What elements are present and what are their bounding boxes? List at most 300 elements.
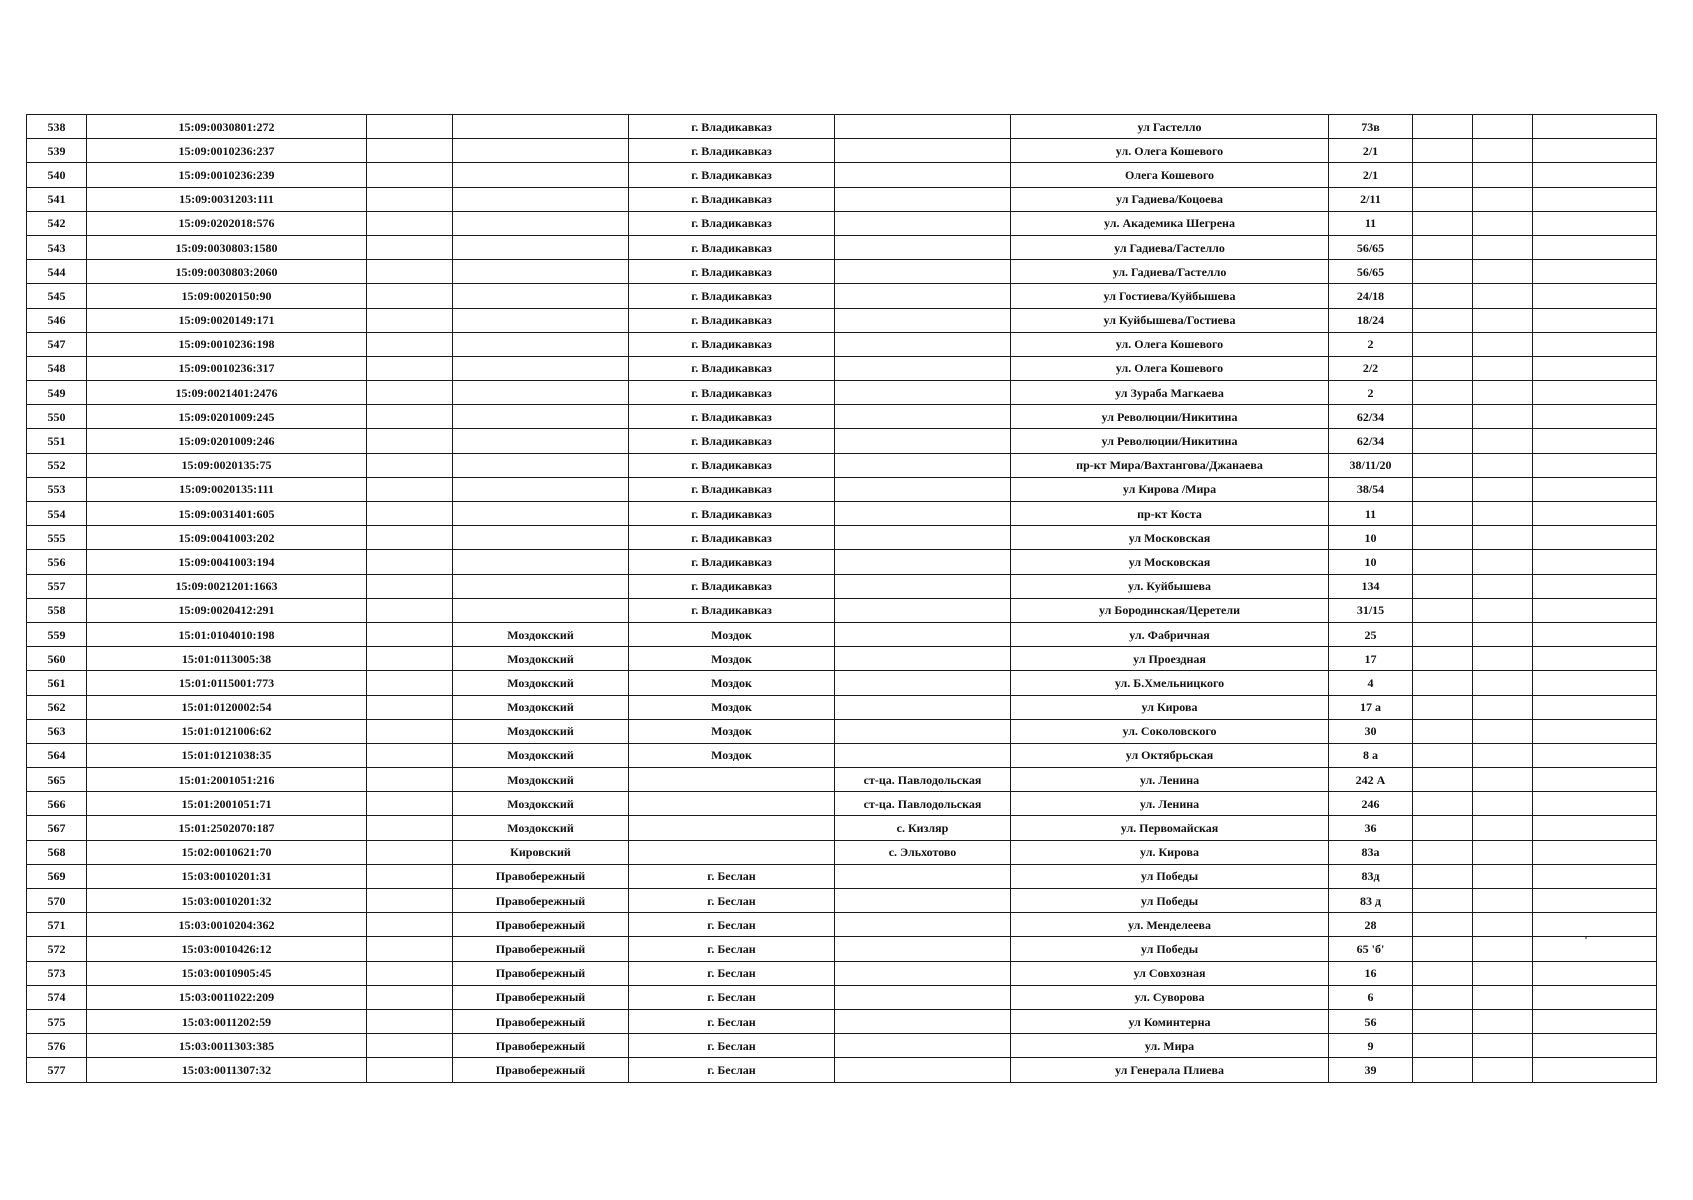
cell-extra-3 [1533,429,1657,453]
cell-number: 570 [27,889,87,913]
cell-extra-3 [1533,671,1657,695]
cell-district: Правобережный [453,937,629,961]
cell-extra-1 [1413,743,1473,767]
cell-number: 555 [27,526,87,550]
cell-cadastral-number: 15:03:0011307:32 [87,1058,367,1082]
cell-cadastral-number: 15:03:0011202:59 [87,1009,367,1033]
cell-street: ул. Олега Кошевого [1011,356,1329,380]
cell-extra-2 [1473,115,1533,139]
cell-cadastral-number: 15:03:0011303:385 [87,1034,367,1058]
cell-number: 567 [27,816,87,840]
cell-number: 540 [27,163,87,187]
cell-street: ул Революции/Никитина [1011,405,1329,429]
cell-street: ул Московская [1011,550,1329,574]
cell-house: 24/18 [1329,284,1413,308]
cell-district: Моздокский [453,622,629,646]
cell-cadastral-number: 15:01:0115001:773 [87,671,367,695]
cell-street: ул. Фабричная [1011,622,1329,646]
cell-extra-2 [1473,260,1533,284]
cell-settlement: ст-ца. Павлодольская [835,768,1011,792]
cell-city: г. Владикавказ [629,453,835,477]
cell-extra-1 [1413,719,1473,743]
cell-cadastral-number: 15:09:0030803:1580 [87,235,367,259]
table-row [27,743,1657,767]
cell-settlement [835,743,1011,767]
cell-extra-1 [1413,453,1473,477]
cell-blank [367,115,453,139]
cell-cadastral-number: 15:03:0010426:12 [87,937,367,961]
table-row [27,768,1657,792]
cell-cadastral-number: 15:01:0121006:62 [87,719,367,743]
table-row [27,598,1657,622]
cell-extra-3 [1533,260,1657,284]
cell-cadastral-number: 15:09:0010236:198 [87,332,367,356]
cell-extra-2 [1473,719,1533,743]
cell-settlement [835,647,1011,671]
table-row [27,550,1657,574]
cell-house: 2/1 [1329,139,1413,163]
cell-extra-1 [1413,647,1473,671]
cell-extra-1 [1413,889,1473,913]
cell-street: ул Генерала Плиева [1011,1058,1329,1082]
table-row [27,961,1657,985]
cell-settlement [835,961,1011,985]
cell-cadastral-number: 15:01:0104010:198 [87,622,367,646]
cell-extra-3 [1533,356,1657,380]
cell-number: 576 [27,1034,87,1058]
cell-house: 134 [1329,574,1413,598]
cell-street: ул Победы [1011,889,1329,913]
cell-blank [367,913,453,937]
cell-street: ул. Ленина [1011,792,1329,816]
cell-extra-1 [1413,695,1473,719]
cell-street: ул. Ленина [1011,768,1329,792]
cell-extra-2 [1473,235,1533,259]
cell-city: г. Беслан [629,864,835,888]
cell-settlement [835,381,1011,405]
cell-cadastral-number: 15:09:0021201:1663 [87,574,367,598]
cell-settlement [835,187,1011,211]
cell-cadastral-number: 15:09:0021401:2476 [87,381,367,405]
cell-house: 73в [1329,115,1413,139]
cell-city: Моздок [629,695,835,719]
cell-extra-2 [1473,840,1533,864]
cell-settlement [835,574,1011,598]
cell-extra-2 [1473,768,1533,792]
cell-street: ул Октябрьская [1011,743,1329,767]
cell-blank [367,816,453,840]
cell-blank [367,211,453,235]
cell-cadastral-number: 15:09:0020412:291 [87,598,367,622]
cell-blank [367,671,453,695]
cell-street: ул. Первомайская [1011,816,1329,840]
cell-street: ул. Кирова [1011,840,1329,864]
cell-extra-2 [1473,163,1533,187]
cell-district [453,356,629,380]
cell-settlement: с. Кизляр [835,816,1011,840]
cell-extra-1 [1413,284,1473,308]
cell-cadastral-number: 15:01:2001051:71 [87,792,367,816]
cell-extra-1 [1413,332,1473,356]
cell-blank [367,308,453,332]
cell-house: 8 а [1329,743,1413,767]
cell-extra-2 [1473,889,1533,913]
cell-city: г. Владикавказ [629,526,835,550]
cell-city: г. Беслан [629,985,835,1009]
cell-cadastral-number: 15:09:0041003:202 [87,526,367,550]
cell-extra-3 [1533,985,1657,1009]
cell-blank [367,985,453,1009]
cell-city: г. Владикавказ [629,477,835,501]
cell-city: г. Владикавказ [629,235,835,259]
cell-district [453,574,629,598]
cell-extra-1 [1413,308,1473,332]
cell-blank [367,1034,453,1058]
cell-extra-2 [1473,502,1533,526]
cell-district: Моздокский [453,695,629,719]
cell-district [453,405,629,429]
cell-blank [367,622,453,646]
cell-settlement [835,985,1011,1009]
cell-street: ул. Куйбышева [1011,574,1329,598]
cell-blank [367,840,453,864]
cell-blank [367,502,453,526]
cell-extra-3 [1533,211,1657,235]
table-row [27,429,1657,453]
cell-extra-2 [1473,671,1533,695]
cell-extra-2 [1473,187,1533,211]
cell-blank [367,598,453,622]
cell-extra-1 [1413,961,1473,985]
table-row [27,187,1657,211]
cell-house: 28 [1329,913,1413,937]
cell-extra-3 [1533,332,1657,356]
cell-number: 574 [27,985,87,1009]
cell-extra-3 [1533,163,1657,187]
cell-cadastral-number: 15:09:0010236:317 [87,356,367,380]
cell-cadastral-number: 15:09:0201009:246 [87,429,367,453]
cell-extra-2 [1473,574,1533,598]
cell-district [453,526,629,550]
cell-extra-2 [1473,284,1533,308]
cell-city: г. Владикавказ [629,332,835,356]
cell-extra-2 [1473,332,1533,356]
cell-extra-2 [1473,695,1533,719]
cell-cadastral-number: 15:09:0031401:605 [87,502,367,526]
cell-district [453,260,629,284]
cell-extra-3 [1533,381,1657,405]
cell-blank [367,1058,453,1082]
cell-extra-2 [1473,477,1533,501]
cell-street: ул Московская [1011,526,1329,550]
cell-number: 558 [27,598,87,622]
cell-number: 545 [27,284,87,308]
cell-cadastral-number: 15:01:0113005:38 [87,647,367,671]
cell-extra-3 [1533,816,1657,840]
cell-extra-1 [1413,864,1473,888]
cell-extra-1 [1413,211,1473,235]
cell-blank [367,574,453,598]
cell-cadastral-number: 15:03:0011022:209 [87,985,367,1009]
table-row [27,622,1657,646]
cell-house: 2/2 [1329,356,1413,380]
table-body [27,115,1657,1083]
cell-extra-2 [1473,429,1533,453]
table-row [27,840,1657,864]
cell-extra-1 [1413,1009,1473,1033]
cell-city [629,840,835,864]
cell-extra-3 [1533,889,1657,913]
cell-blank [367,235,453,259]
cell-house: 6 [1329,985,1413,1009]
cell-house: 62/34 [1329,429,1413,453]
cell-house: 65 'б' [1329,937,1413,961]
cell-street: ул Победы [1011,864,1329,888]
table-row [27,695,1657,719]
cell-cadastral-number: 15:09:0031203:111 [87,187,367,211]
cell-blank [367,961,453,985]
cell-extra-2 [1473,622,1533,646]
cell-blank [367,139,453,163]
cell-house: 56 [1329,1009,1413,1033]
cell-street: пр-кт Мира/Вахтангова/Джанаева [1011,453,1329,477]
cell-number: 568 [27,840,87,864]
cell-district: Правобережный [453,985,629,1009]
cell-house: 56/65 [1329,235,1413,259]
cell-street: ул Куйбышева/Гостиева [1011,308,1329,332]
cell-extra-2 [1473,453,1533,477]
cell-street: ул Гадиева/Коцоева [1011,187,1329,211]
cell-extra-2 [1473,1034,1533,1058]
cell-blank [367,719,453,743]
cell-city: Моздок [629,719,835,743]
cell-number: 539 [27,139,87,163]
cell-number: 546 [27,308,87,332]
cell-number: 544 [27,260,87,284]
table-row [27,308,1657,332]
cell-extra-2 [1473,526,1533,550]
cell-extra-3 [1533,453,1657,477]
cell-number: 573 [27,961,87,985]
cell-extra-3 [1533,937,1657,961]
cell-number: 577 [27,1058,87,1082]
cell-street: ул Кирова [1011,695,1329,719]
table-row [27,139,1657,163]
cell-extra-1 [1413,671,1473,695]
cell-house: 17 [1329,647,1413,671]
cell-blank [367,550,453,574]
cell-extra-1 [1413,356,1473,380]
cell-street: ул. Мира [1011,1034,1329,1058]
cell-city: г. Владикавказ [629,284,835,308]
cell-district: Моздокский [453,743,629,767]
cell-street: ул. Б.Хмельницкого [1011,671,1329,695]
cell-extra-2 [1473,308,1533,332]
cell-number: 541 [27,187,87,211]
cell-street: ул Гадиева/Гастелло [1011,235,1329,259]
cell-city: г. Беслан [629,961,835,985]
cell-number: 552 [27,453,87,477]
table-row [27,477,1657,501]
cell-number: 560 [27,647,87,671]
cell-extra-3 [1533,768,1657,792]
cell-extra-2 [1473,816,1533,840]
cell-district: Правобережный [453,1009,629,1033]
cell-city: г. Владикавказ [629,211,835,235]
cell-settlement [835,332,1011,356]
cell-district [453,598,629,622]
cell-district [453,235,629,259]
cell-settlement [835,260,1011,284]
cell-street: ул. Суворова [1011,985,1329,1009]
cell-extra-2 [1473,405,1533,429]
table-row [27,502,1657,526]
cell-blank [367,381,453,405]
cell-cadastral-number: 15:02:0010621:70 [87,840,367,864]
cell-cadastral-number: 15:03:0010905:45 [87,961,367,985]
cell-number: 561 [27,671,87,695]
cell-extra-2 [1473,913,1533,937]
cell-number: 551 [27,429,87,453]
cell-number: 550 [27,405,87,429]
cell-city: г. Беслан [629,937,835,961]
cell-number: 571 [27,913,87,937]
cell-city: г. Беслан [629,889,835,913]
cell-street: ул Революции/Никитина [1011,429,1329,453]
cell-city: г. Владикавказ [629,381,835,405]
cell-settlement [835,622,1011,646]
cell-extra-1 [1413,985,1473,1009]
cell-extra-3 [1533,743,1657,767]
cell-blank [367,743,453,767]
table-row [27,235,1657,259]
cell-extra-1 [1413,913,1473,937]
cell-extra-2 [1473,211,1533,235]
table-row [27,526,1657,550]
cell-cadastral-number: 15:09:0020135:111 [87,477,367,501]
cell-house: 2 [1329,381,1413,405]
cell-street: Олега Кошевого [1011,163,1329,187]
cell-extra-3 [1533,308,1657,332]
cell-street: ул Победы [1011,937,1329,961]
cell-cadastral-number: 15:09:0020149:171 [87,308,367,332]
cell-house: 83а [1329,840,1413,864]
cell-extra-1 [1413,260,1473,284]
cell-number: 565 [27,768,87,792]
cell-extra-3 [1533,187,1657,211]
cell-city: Моздок [629,622,835,646]
cell-blank [367,864,453,888]
cell-extra-1 [1413,622,1473,646]
table-row [27,260,1657,284]
cell-street: ул Зураба Магкаева [1011,381,1329,405]
cell-settlement [835,453,1011,477]
cell-extra-1 [1413,1058,1473,1082]
cell-settlement [835,864,1011,888]
cell-extra-1 [1413,840,1473,864]
cell-blank [367,792,453,816]
cell-extra-2 [1473,864,1533,888]
cell-extra-1 [1413,550,1473,574]
cell-extra-1 [1413,1034,1473,1058]
cell-blank [367,260,453,284]
cell-cadastral-number: 15:01:0120002:54 [87,695,367,719]
cell-blank [367,453,453,477]
cell-extra-1 [1413,235,1473,259]
cell-extra-1 [1413,187,1473,211]
cell-extra-3 [1533,1034,1657,1058]
cell-extra-1 [1413,115,1473,139]
cell-extra-3 [1533,477,1657,501]
cell-settlement [835,1009,1011,1033]
cell-settlement [835,429,1011,453]
cell-district [453,332,629,356]
cell-settlement [835,284,1011,308]
cell-extra-3 [1533,284,1657,308]
table-row [27,284,1657,308]
cell-extra-1 [1413,937,1473,961]
cell-district: Правобережный [453,889,629,913]
cell-cadastral-number: 15:09:0030801:272 [87,115,367,139]
cell-district [453,284,629,308]
cell-settlement [835,163,1011,187]
cell-number: 562 [27,695,87,719]
cell-number: 572 [27,937,87,961]
cell-house: 25 [1329,622,1413,646]
cell-city: Моздок [629,743,835,767]
cell-extra-1 [1413,816,1473,840]
cell-district: Моздокский [453,719,629,743]
cell-cadastral-number: 15:09:0010236:237 [87,139,367,163]
cell-extra-3 [1533,719,1657,743]
table-row [27,913,1657,937]
cell-blank [367,889,453,913]
table-row [27,211,1657,235]
cell-house: 11 [1329,502,1413,526]
cell-blank [367,405,453,429]
cell-house: 2/1 [1329,163,1413,187]
table-row [27,163,1657,187]
cell-house: 36 [1329,816,1413,840]
cell-cadastral-number: 15:09:0201009:245 [87,405,367,429]
cell-district [453,453,629,477]
cell-extra-3 [1533,405,1657,429]
cell-extra-3 [1533,115,1657,139]
cell-blank [367,356,453,380]
cell-city: г. Беслан [629,1034,835,1058]
cell-extra-1 [1413,429,1473,453]
cell-city [629,816,835,840]
cell-extra-1 [1413,139,1473,163]
table-row [27,332,1657,356]
cell-extra-3 [1533,1058,1657,1082]
cell-city: г. Владикавказ [629,308,835,332]
cell-cadastral-number: 15:09:0030803:2060 [87,260,367,284]
cell-city: г. Владикавказ [629,502,835,526]
cell-district: Правобережный [453,913,629,937]
table-row [27,647,1657,671]
table-row [27,889,1657,913]
cell-extra-1 [1413,381,1473,405]
cell-extra-3 [1533,695,1657,719]
cell-street: ул. Олега Кошевого [1011,332,1329,356]
cell-extra-3 [1533,792,1657,816]
cell-district: Моздокский [453,671,629,695]
cell-house: 16 [1329,961,1413,985]
cell-city: Моздок [629,671,835,695]
cell-extra-3 [1533,961,1657,985]
table-row [27,453,1657,477]
